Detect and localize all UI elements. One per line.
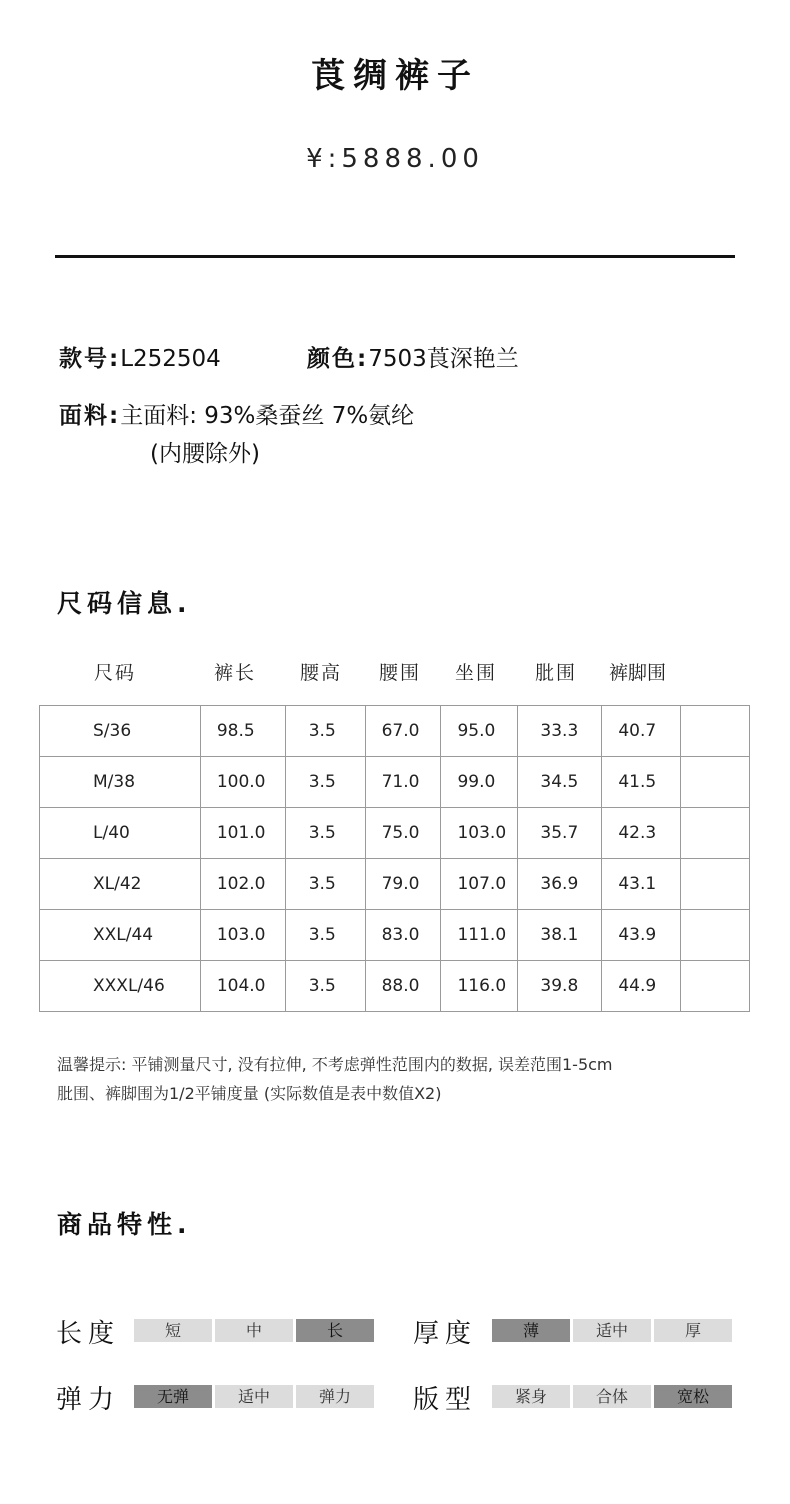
table-cell: 36.9 (518, 859, 602, 910)
table-cell: 111.0 (441, 910, 518, 961)
divider (55, 255, 735, 258)
table-cell: 104.0 (200, 961, 285, 1012)
size-note-2: 肶围、裤脚围为1/2平铺度量 (实际数值是表中数值X2) (57, 1084, 442, 1103)
table-row (40, 859, 750, 910)
feature-thickness-option: 厚 (654, 1319, 732, 1342)
col-header-rise: 腰高 (300, 662, 343, 684)
feature-fit-option: 合体 (573, 1385, 651, 1408)
table-cell: 34.5 (518, 757, 602, 808)
table-cell: 99.0 (441, 757, 518, 808)
table-cell: 107.0 (441, 859, 518, 910)
table-row (40, 757, 750, 808)
col-header-leg-opening: 裤脚围 (609, 662, 667, 684)
col-header-waist: 腰围 (379, 662, 422, 684)
fabric-label: 面料: (59, 403, 121, 429)
table-cell: 3.5 (285, 757, 365, 808)
color-value: 7503莨深艳兰 (368, 346, 519, 372)
table-cell: 79.0 (365, 859, 441, 910)
table-cell: 103.0 (441, 808, 518, 859)
feature-elasticity-label: 弹力 (56, 1385, 121, 1415)
table-cell: 83.0 (365, 910, 441, 961)
fabric-value: 主面料: 93%桑蚕丝 7%氨纶 (120, 403, 415, 429)
feature-elasticity-option: 弹力 (296, 1385, 374, 1408)
table-cell: XL/42 (40, 859, 201, 910)
feature-elasticity-option: 适中 (215, 1385, 293, 1408)
table-cell: 67.0 (365, 706, 441, 757)
table-row (40, 808, 750, 859)
feature-thickness-option: 薄 (492, 1319, 570, 1342)
table-row (40, 706, 750, 757)
table-cell: 3.5 (285, 859, 365, 910)
table-cell: XXXL/46 (40, 961, 201, 1012)
table-cell (681, 808, 750, 859)
table-cell: 43.1 (602, 859, 681, 910)
feature-fit-option: 宽松 (654, 1385, 732, 1408)
color-info (307, 340, 519, 373)
feature-elasticity-option: 无弹 (134, 1385, 212, 1408)
table-cell: 3.5 (285, 910, 365, 961)
feature-thickness-option: 适中 (573, 1319, 651, 1342)
table-cell: 95.0 (441, 706, 518, 757)
table-cell: 43.9 (602, 910, 681, 961)
table-cell: M/38 (40, 757, 201, 808)
table-cell: 38.1 (518, 910, 602, 961)
table-cell (681, 961, 750, 1012)
table-cell: 40.7 (602, 706, 681, 757)
feature-length-option: 中 (215, 1319, 293, 1342)
table-cell: 42.3 (602, 808, 681, 859)
style-number-value: L252504 (120, 346, 221, 372)
col-header-thigh: 肶围 (535, 662, 578, 684)
table-cell: 88.0 (365, 961, 441, 1012)
table-cell: 3.5 (285, 961, 365, 1012)
table-row (40, 910, 750, 961)
style-number-label: 款号: (59, 346, 121, 372)
col-header-size: 尺码 (94, 662, 137, 684)
table-cell: 103.0 (200, 910, 285, 961)
col-header-hip: 坐围 (455, 662, 498, 684)
feature-fit-option: 紧身 (492, 1385, 570, 1408)
table-cell: 33.3 (518, 706, 602, 757)
table-cell: 75.0 (365, 808, 441, 859)
table-cell: 98.5 (200, 706, 285, 757)
color-label: 颜色: (307, 346, 369, 372)
table-cell: 100.0 (200, 757, 285, 808)
table-row (40, 961, 750, 1012)
table-cell: 35.7 (518, 808, 602, 859)
table-cell: 71.0 (365, 757, 441, 808)
table-cell (681, 706, 750, 757)
table-cell: 39.8 (518, 961, 602, 1012)
table-cell: 116.0 (441, 961, 518, 1012)
table-cell: 3.5 (285, 706, 365, 757)
style-number (59, 340, 221, 373)
table-cell (681, 757, 750, 808)
feature-thickness-label: 厚度 (413, 1319, 478, 1349)
table-cell: 101.0 (200, 808, 285, 859)
fabric-note: (内腰除外) (150, 441, 260, 467)
fabric-info (59, 397, 414, 430)
table-cell: 44.9 (602, 961, 681, 1012)
table-cell (681, 859, 750, 910)
table-cell: 3.5 (285, 808, 365, 859)
table-cell: L/40 (40, 808, 201, 859)
table-cell: XXL/44 (40, 910, 201, 961)
feature-fit-label: 版型 (413, 1385, 478, 1415)
features-section-title: 商品特性. (57, 1210, 192, 1239)
product-price: ¥:5888.00 (306, 144, 484, 174)
table-cell (681, 910, 750, 961)
size-section-title: 尺码信息. (57, 589, 192, 618)
feature-length-option: 短 (134, 1319, 212, 1342)
table-cell: S/36 (40, 706, 201, 757)
size-table (39, 705, 750, 1012)
table-cell: 102.0 (200, 859, 285, 910)
table-cell: 41.5 (602, 757, 681, 808)
col-header-length: 裤长 (214, 662, 257, 684)
product-title: 莨绸裤子 (311, 56, 479, 96)
feature-length-label: 长度 (56, 1319, 121, 1349)
feature-length-option: 长 (296, 1319, 374, 1342)
size-note-1: 温馨提示: 平铺测量尺寸, 没有拉伸, 不考虑弹性范围内的数据, 误差范围1-5cm (57, 1055, 613, 1074)
